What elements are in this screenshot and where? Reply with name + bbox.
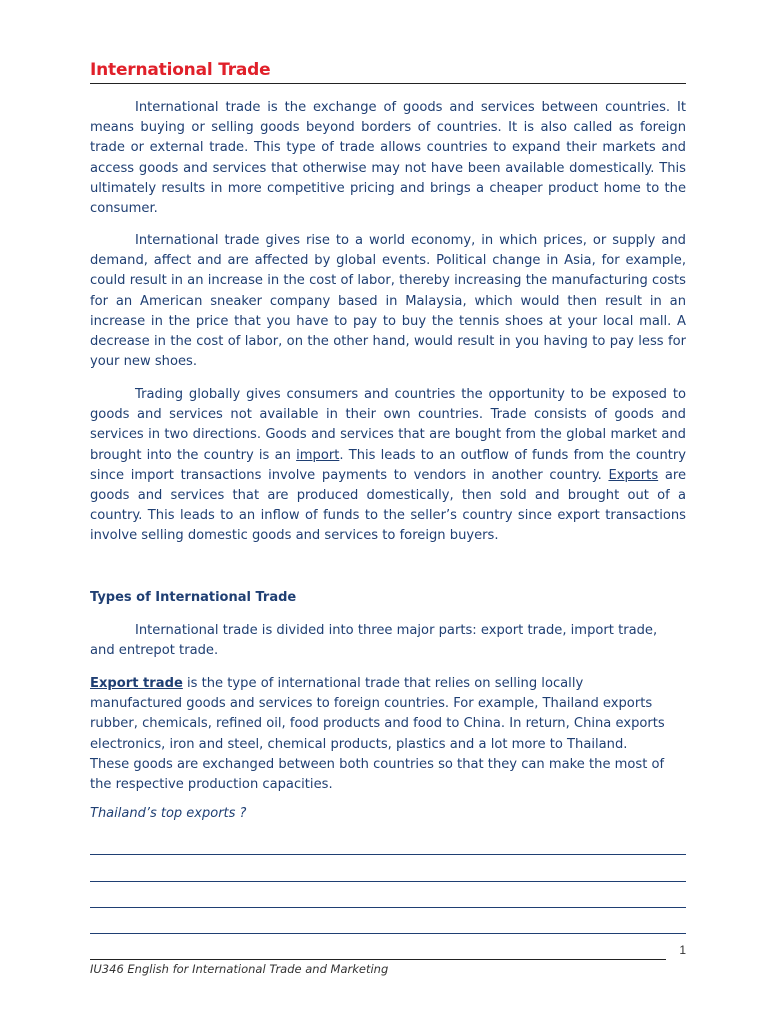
title-divider [90,83,686,84]
paragraph-definition [90,98,686,219]
paragraph-types-intro [90,621,670,661]
paragraph-world-economy [90,231,686,372]
import-term: import [296,447,340,463]
paragraph-text: is the type of international trade that relies on selling locally manufactured goods and services to foreign countries. For example, Thailand exports rubber, chemicals, refined oil, food products and food to China. In return, China exports electronics, iron and steel, chemical products, plastics and a lot more to Thailand. These goods are exchanged between both countries so that they can make the most of the respective production capacities. [90,676,665,793]
paragraph-text-part: . This leads to an outflow of funds from the country since import transactions involve payments to vendors in another country. [90,447,687,483]
paragraph-trading-globally [90,385,686,547]
answer-line[interactable] [90,907,686,908]
page-number: 1 [679,943,686,957]
paragraph-text: International trade is divided into three major parts: export trade, import trade, and entrepot trade. [90,623,658,659]
answer-line[interactable] [90,854,686,855]
paragraph-export-trade [90,674,670,795]
exports-term: Exports [608,467,659,483]
footer-divider [90,959,666,960]
paragraph-text-part: Trading globally gives consumers and countries the opportunity to be exposed to goods and services not available in their own countries. Trade consists of goods and services in two directions. Goods and services that are bought from the global market and brought into the country is an [90,387,686,463]
question-prompt: Thailand’s top exports ? [90,806,247,821]
export-trade-term: Export trade [90,676,183,691]
section-heading-types: Types of International Trade [90,590,297,605]
answer-line[interactable] [90,933,686,934]
paragraph-text-part: are goods and services that are produced domestically, then sold and brought out of a country. This leads to an inflow of funds to the seller’s country since export transactions involve selling domestic goods and services to foreign buyers. [90,467,686,544]
document-page [90,0,686,1024]
paragraph-text: International trade gives rise to a world economy, in which prices, or supply and demand, affect and are affected by global events. Political change in Asia, for example, could result in an increase in the cost of labor, thereby increasing the manufacturing costs for an American sneaker company based in Malaysia, which would then result in an increase in the price that you have to pay to buy the tennis shoes at your local mall. A decrease in the cost of labor, on the other hand, would result in you having to pay less for your new shoes. [90,233,686,370]
paragraph-text: International trade is the exchange of goods and services between countries. It means buying or selling goods beyond borders of countries. It is also called as foreign trade or external trade. This type of trade allows countries to expand their markets and access goods and services that otherwise may not have been available domestically. This ultimately results in more competitive pricing and brings a cheaper product home to the consumer. [90,100,686,217]
answer-line[interactable] [90,881,686,882]
footer-text: IU346 English for International Trade and Marketing [90,962,389,976]
page-title: International Trade [90,60,271,80]
